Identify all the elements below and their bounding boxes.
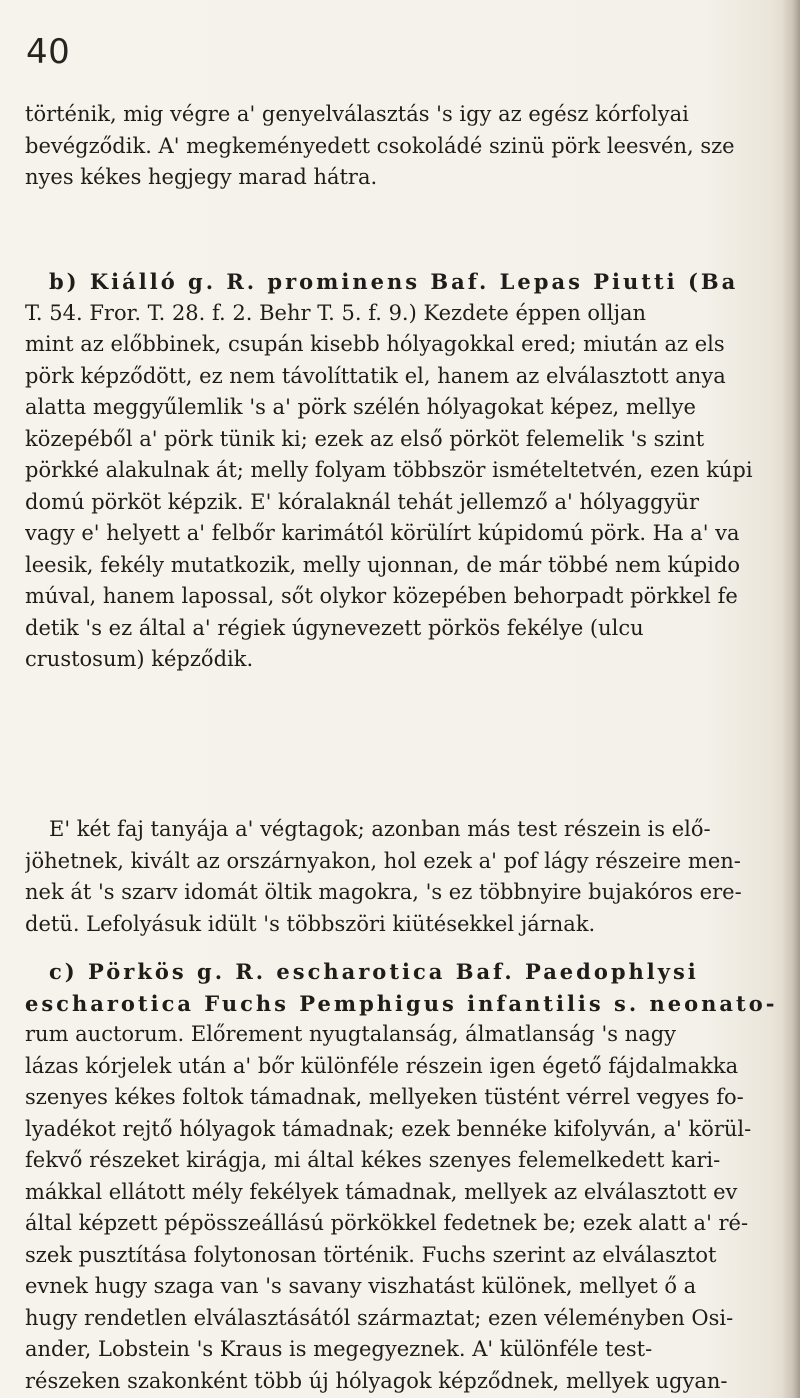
text-line: alatta meggyűlemlik 's a' pörk szélén hólyagokat képez, mellye [25, 395, 696, 419]
text-line: pörkké alakulnak át; melly folyam többször ismételtetvén, ezen kúpi [25, 458, 753, 482]
text-line: rum auctorum. Előrement nyugtalanság, álmatlanság 's nagy [25, 1022, 677, 1046]
text-line: leesik, fekély mutatkozik, melly ujonnan, de már többé nem kúpido [25, 552, 741, 577]
text-line: detik 's ez által a' régiek úgynevezett pörkös fekélye (ulcu [25, 615, 644, 640]
text-line: lázas kórjelek után a' bőr különféle részein igen égető fájdalmakka [25, 1053, 739, 1078]
text-line: detü. Lefolyásuk idült 's többszöri kiütésekkel járnak. [25, 911, 596, 936]
text-line: ander, Lobstein 's Kraus is megegyeznek. A' különféle test- [25, 1337, 653, 1361]
text-line: E' két faj tanyája a' végtagok; azonban más test részein is elő- [49, 817, 711, 841]
text-line: jöhetnek, kivált az orszárnyakon, hol ezek a' pof lágy részeire men- [25, 848, 741, 873]
text-line: pörk képződött, ez nem távolíttatik el, hanem az elválasztott anya [25, 363, 726, 388]
text-line: szenyes kékes foltok támadnak, mellyeken tüstént vérrel vegyes fo- [25, 1085, 744, 1109]
text-line-heading: escharotica Fuchs Pemphigus infantilis s. neonato- [25, 990, 778, 1016]
text-line: történik, mig végre a' genyelválasztás 's igy az egész kórfolyai [25, 102, 689, 126]
text-line: fekvő részeket kirágja, mi által kékes szenyes felemelkedett kari- [25, 1148, 721, 1172]
text-line: bevégződik. A' megkeményedett csokoládé szinü pörk leesvén, sze [25, 133, 735, 158]
text-line-heading: b) Kiálló g. R. prominens Baf. Lepas Piutti (Ba [49, 269, 739, 294]
text-line: crustosum) képződik. [25, 647, 254, 671]
paragraph-prominens [25, 266, 783, 676]
text-line: lyadékot rejtő hólyagok támadnak; ezek bennékе kifolyván, a' körül- [25, 1116, 752, 1141]
text-line: vagy e' helyett a' felbőr karimától körülírt kúpidomú pörk. Ha a' va [25, 521, 740, 545]
text-line: nyes kékes hegjegy marad hátra. [25, 165, 378, 189]
text-line: közepéből a' pörk tünik ki; ezek az első pörköt felemelik 's szint [25, 426, 705, 451]
page-number: 40 [26, 32, 71, 72]
page-spine-shadow [782, 0, 800, 1398]
text-line: részeken szakonként több új hólyagok képződnek, mellyek ugyan- [25, 1368, 728, 1393]
paragraph-escharotica [25, 956, 783, 1397]
paragraph-continuation [25, 99, 783, 194]
text-line: hugy rendetlen elválasztásától származtat; ezen véleményben Osi- [25, 1305, 734, 1330]
text-line: domú pörköt képzik. E' kóralaknál tehát jellemző a' hólyaggyür [25, 489, 700, 514]
paragraph-location [25, 814, 783, 940]
text-line: evnek hugy szaga van 's savany viszhatást különek, mellyet ő a [25, 1274, 697, 1298]
text-line: által képzett pépösszeállású pörkökkel fedetnek be; ezek alatt a' ré- [25, 1211, 749, 1235]
text-line: múval, hanem lapossal, sőt olykor közepében behorpadt pörkkel fe [25, 584, 738, 608]
text-line: mákkal ellátott mély fekélyek támadnak, mellyek az elválasztott ev [25, 1179, 738, 1204]
text-line: mint az előbbinek, csupán kisebb hólyagokkal ered; miután az els [25, 332, 725, 356]
text-line-heading: c) Pörkös g. R. escharotica Baf. Paedophlysi [49, 959, 699, 984]
text-line: szek pusztítása folytonosan történik. Fuchs szerint az elválasztot [25, 1242, 717, 1267]
text-line: T. 54. Fror. T. 28. f. 2. Behr T. 5. f. 9.) Kezdete éppen olljan [25, 300, 647, 325]
text-line: nek át 's szarv idomát öltik magokra, 's ez többnyire bujakóros ere- [25, 880, 742, 904]
